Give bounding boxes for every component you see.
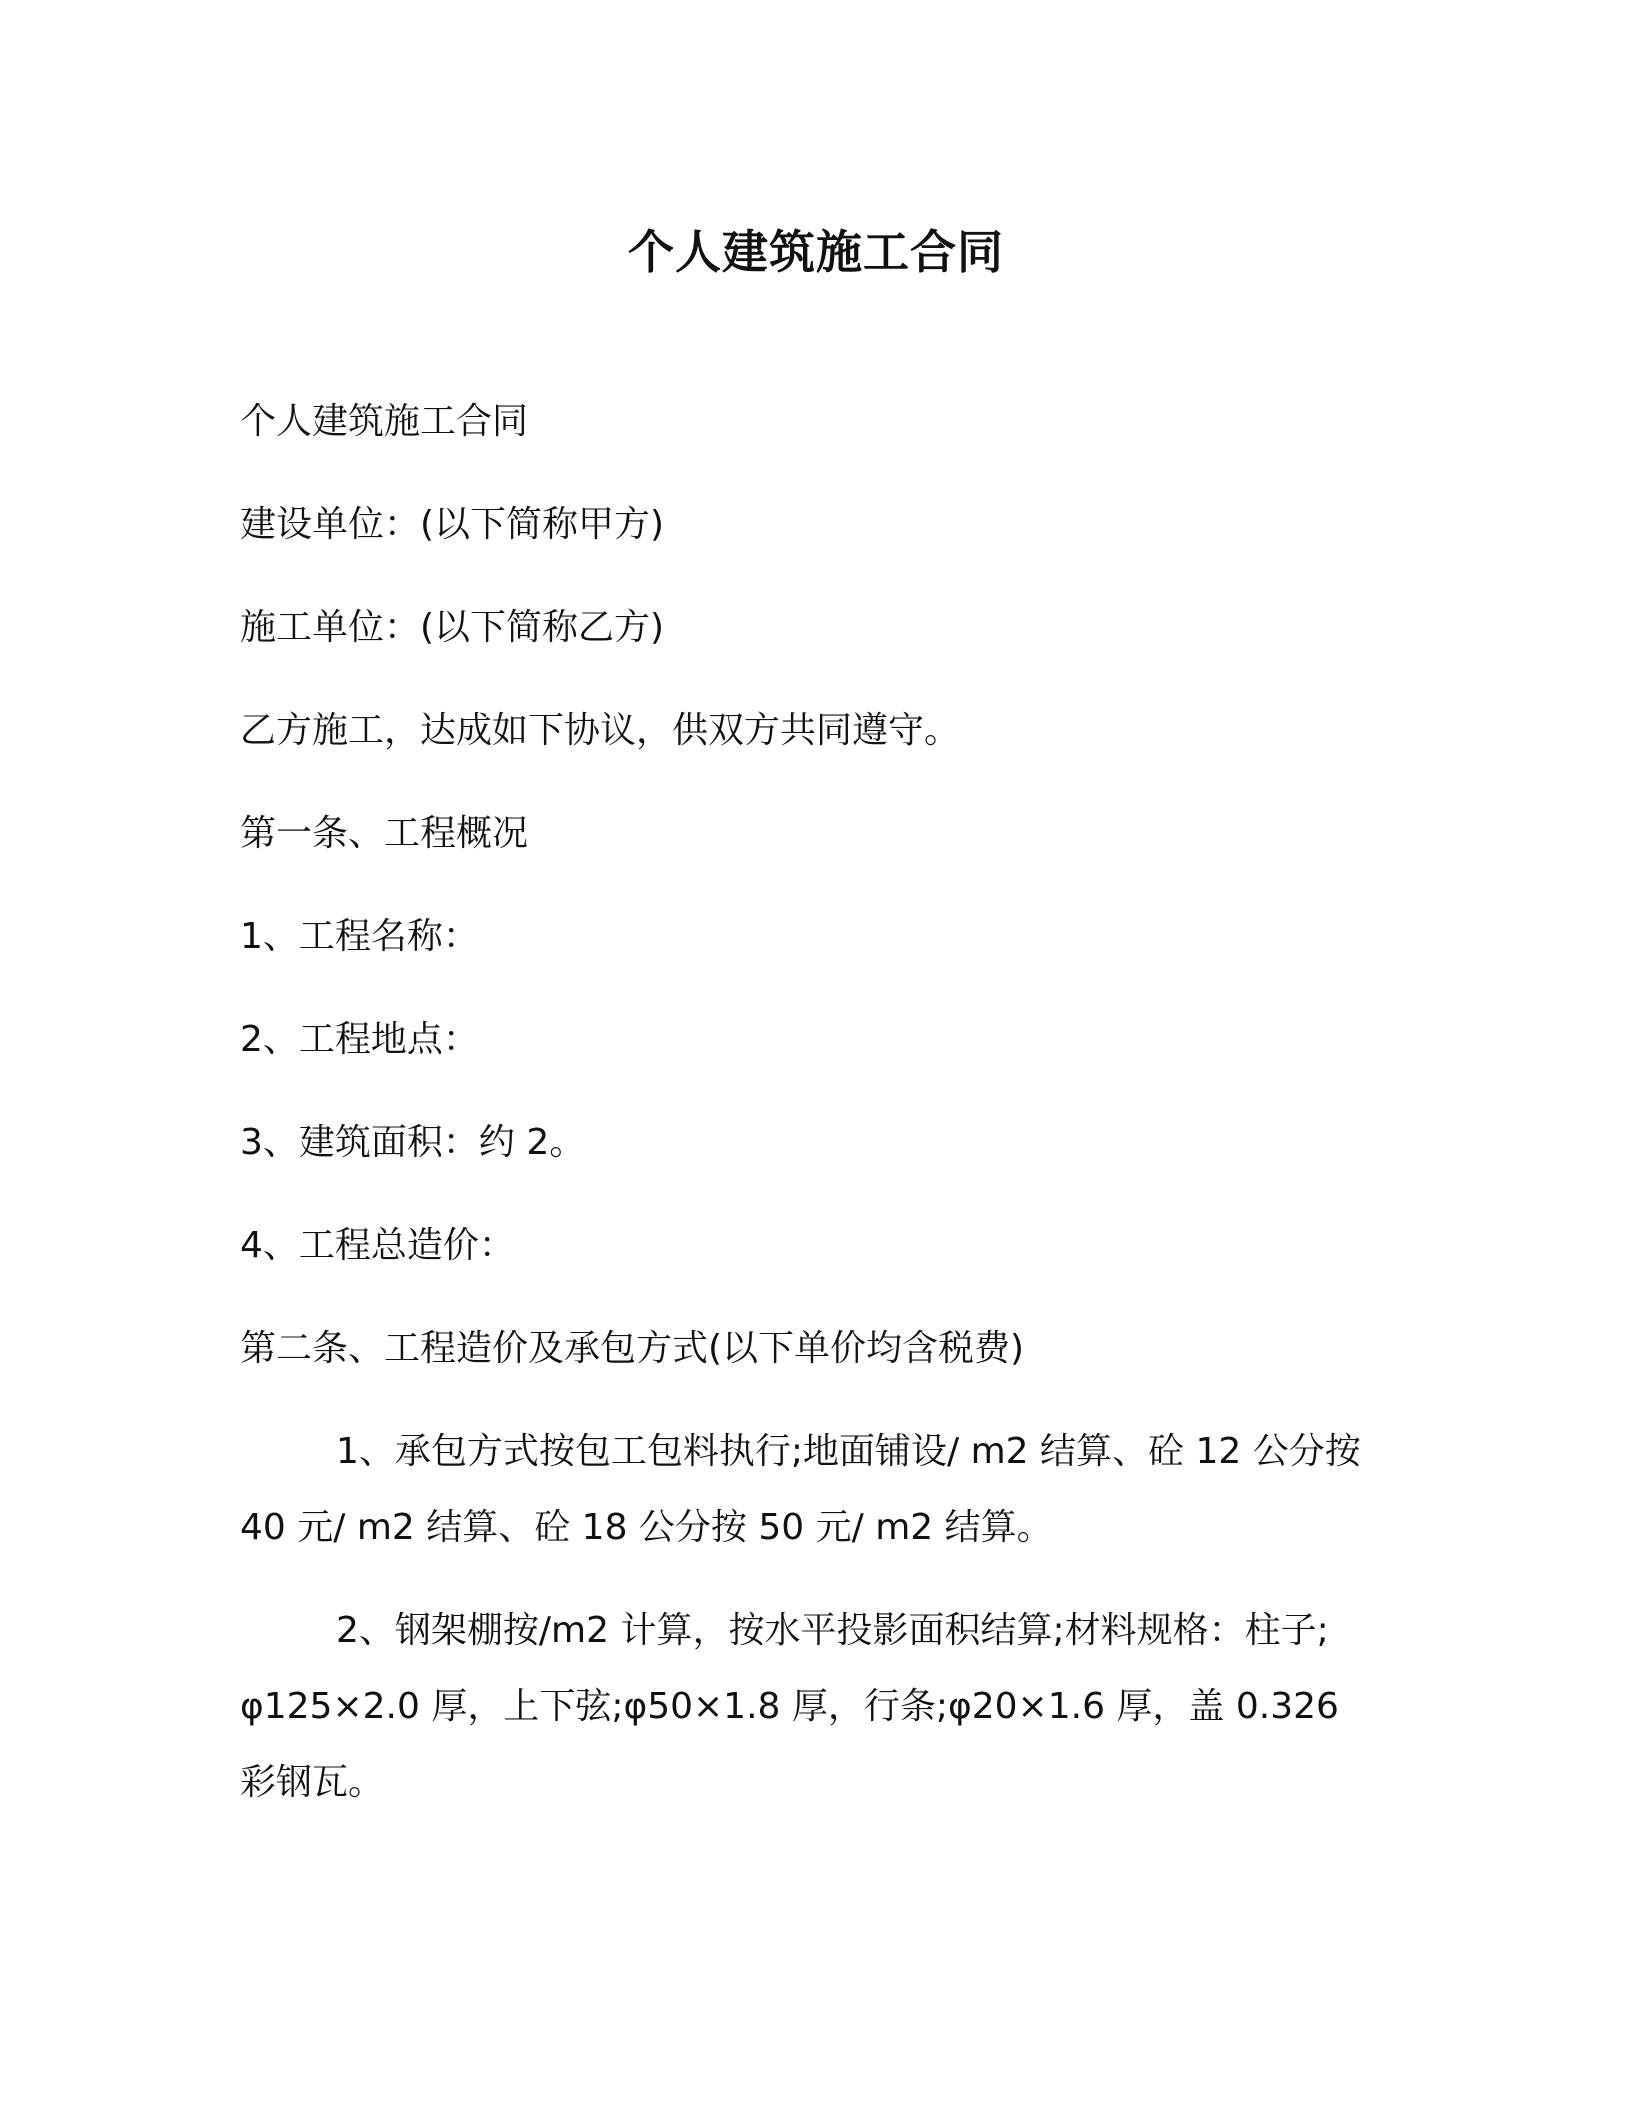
clause-2-item-2-line-1: 2、钢架棚按/m2 计算，按水平投影面积结算;材料规格：柱子; bbox=[336, 1610, 1329, 1651]
paragraph-heading: 个人建筑施工合同 bbox=[240, 401, 529, 442]
paragraph-agreement: 乙方施工，达成如下协议，供双方共同遵守。 bbox=[240, 710, 961, 751]
paragraph-building-area: 3、建筑面积：约 2。 bbox=[240, 1122, 586, 1163]
clause-2-item-1-line-1: 1、承包方式按包工包料执行;地面铺设/ m2 结算、砼 12 公分按 bbox=[336, 1431, 1361, 1472]
paragraph-party-b: 施工单位：(以下简称乙方) bbox=[240, 607, 665, 648]
paragraph-party-a: 建设单位：(以下简称甲方) bbox=[240, 504, 665, 545]
clause-2-item-2-line-2: φ125×2.0 厚，上下弦;φ50×1.8 厚，行条;φ20×1.6 厚，盖 0.326 bbox=[240, 1686, 1339, 1727]
paragraph-project-name: 1、工程名称： bbox=[240, 916, 479, 957]
paragraph-clause-1-heading: 第一条、工程概况 bbox=[240, 813, 529, 854]
clause-2-item-1-line-2: 40 元/ m2 结算、砼 18 公分按 50 元/ m2 结算。 bbox=[240, 1507, 1053, 1548]
paragraph-project-location: 2、工程地点： bbox=[240, 1019, 479, 1060]
paragraph-total-cost: 4、工程总造价： bbox=[240, 1225, 515, 1266]
clause-2-item-2-line-3: 彩钢瓦。 bbox=[240, 1762, 385, 1803]
document-title: 个人建筑施工合同 bbox=[628, 225, 1004, 279]
paragraph-clause-2-heading: 第二条、工程造价及承包方式(以下单价均含税费) bbox=[240, 1328, 1025, 1369]
